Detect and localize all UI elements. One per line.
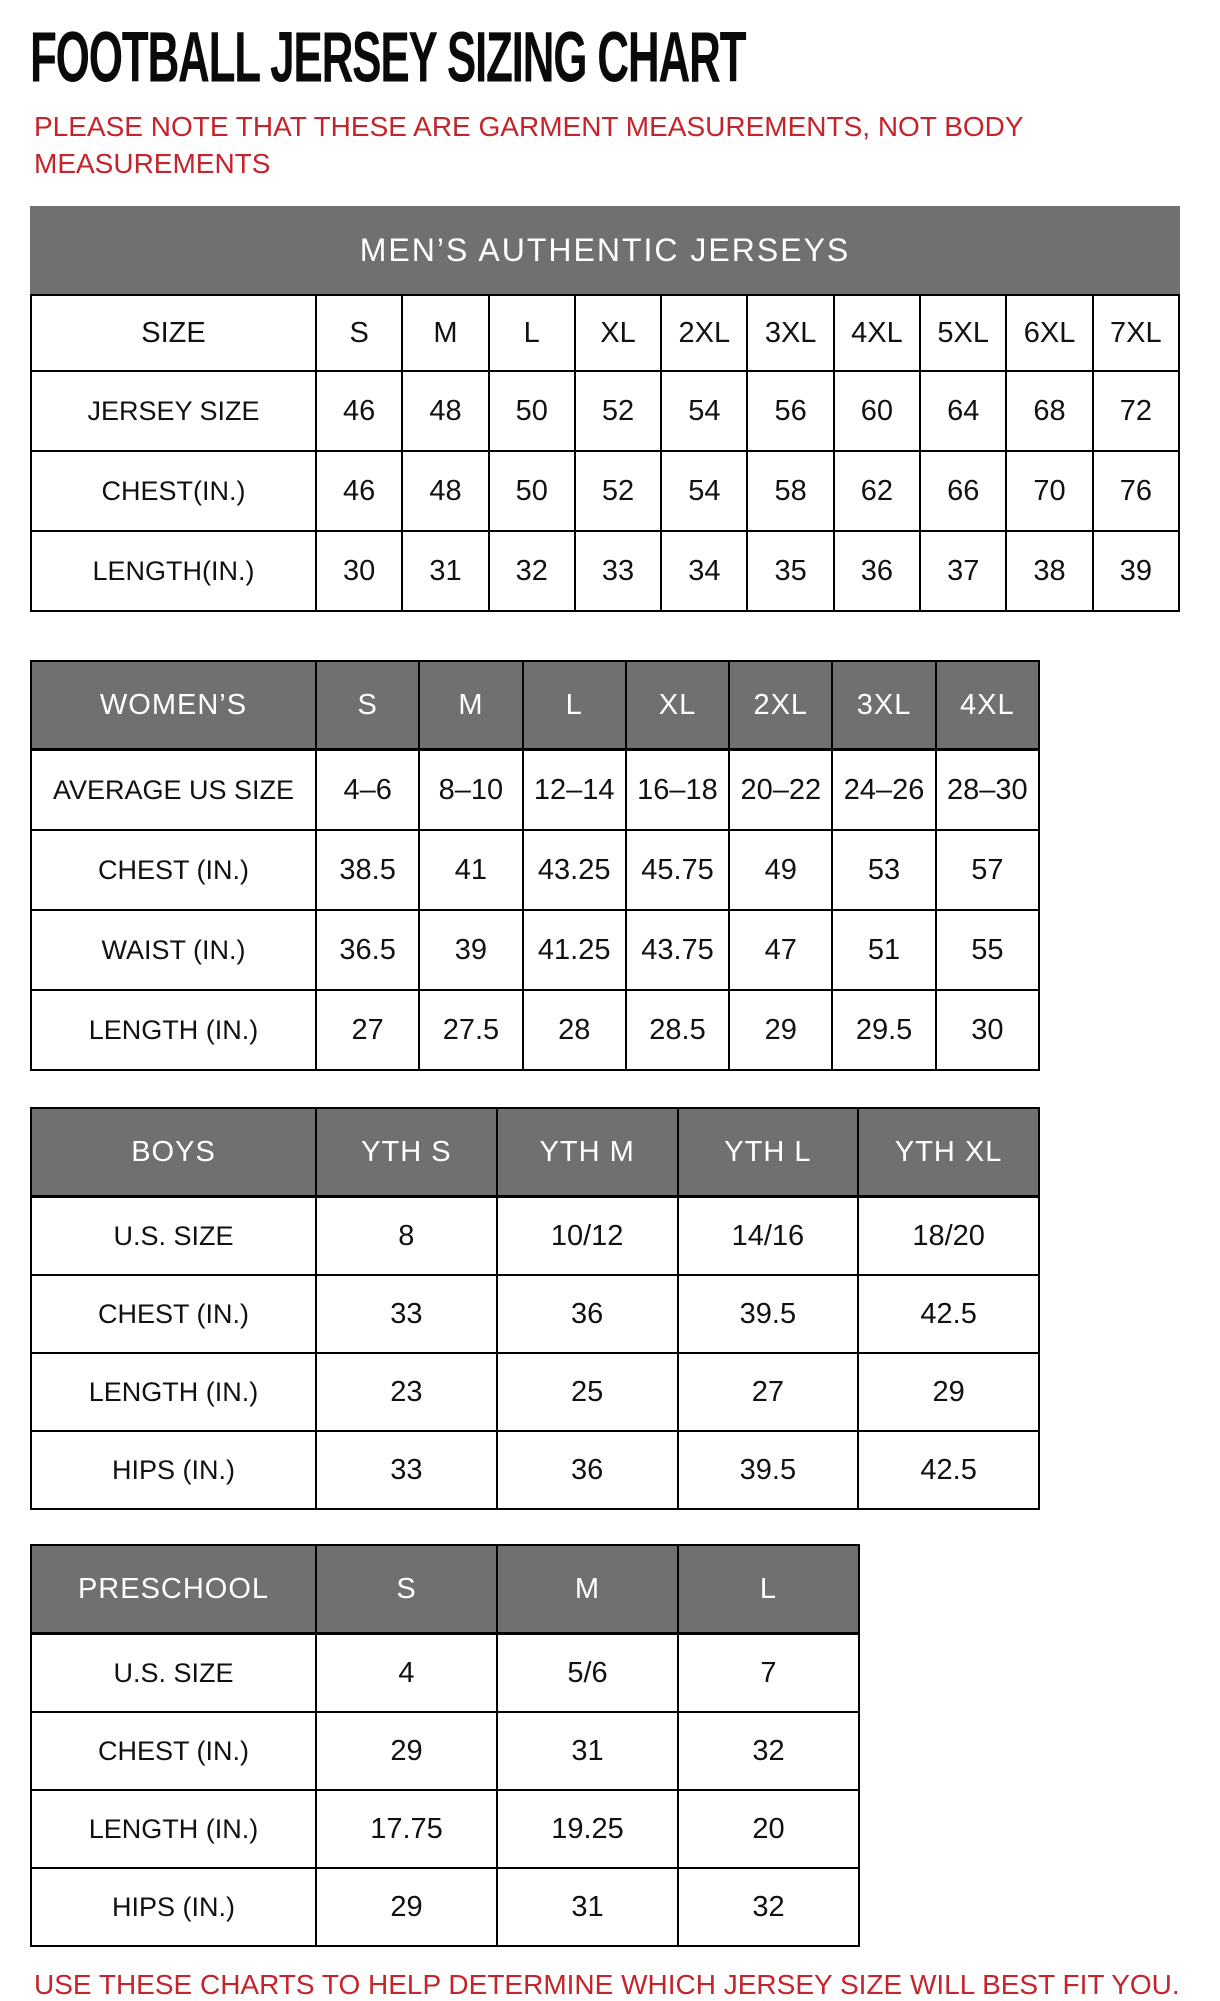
value-cell: 34 xyxy=(661,531,747,611)
value-cell: 20–22 xyxy=(729,750,832,831)
value-cell: 35 xyxy=(747,531,833,611)
value-cell: 33 xyxy=(316,1431,497,1509)
table-row xyxy=(31,1634,859,1713)
value-cell: 8–10 xyxy=(419,750,522,831)
value-cell: 29 xyxy=(729,990,832,1070)
value-cell: 20 xyxy=(678,1790,859,1868)
boys-sizing-table xyxy=(30,1107,1040,1510)
column-header-cell: 4XL xyxy=(834,295,920,371)
value-cell: 4 xyxy=(316,1634,497,1713)
table-row xyxy=(31,1712,859,1790)
value-cell: 60 xyxy=(834,371,920,451)
value-cell: 33 xyxy=(575,531,661,611)
value-cell: 32 xyxy=(489,531,575,611)
value-cell: 36 xyxy=(834,531,920,611)
value-cell: 19.25 xyxy=(497,1790,678,1868)
column-header-cell: YTH S xyxy=(316,1108,497,1197)
value-cell: 39.5 xyxy=(678,1431,859,1509)
column-header-cell: 2XL xyxy=(661,295,747,371)
value-cell: 36 xyxy=(497,1275,678,1353)
value-cell: 43.25 xyxy=(523,830,626,910)
row-label-cell: U.S. SIZE xyxy=(31,1197,316,1276)
header-row xyxy=(31,661,1039,750)
value-cell: 4–6 xyxy=(316,750,419,831)
row-label-cell: HIPS (IN.) xyxy=(31,1431,316,1509)
value-cell: 68 xyxy=(1006,371,1092,451)
column-header-cell: 3XL xyxy=(832,661,935,750)
value-cell: 52 xyxy=(575,451,661,531)
value-cell: 42.5 xyxy=(858,1275,1039,1353)
table-row xyxy=(31,1197,1039,1276)
header-row xyxy=(31,1108,1039,1197)
value-cell: 25 xyxy=(497,1353,678,1431)
fit-advice-note: USE THESE CHARTS TO HELP DETERMINE WHICH JERSEY SIZE WILL BEST FIT YOU. xyxy=(34,1969,1180,2000)
value-cell: 28 xyxy=(523,990,626,1070)
value-cell: 30 xyxy=(316,531,402,611)
column-header-cell: 6XL xyxy=(1006,295,1092,371)
womens-sizing-table xyxy=(30,660,1040,1071)
column-header-cell: S xyxy=(316,295,402,371)
value-cell: 36 xyxy=(497,1431,678,1509)
row-label-cell: HIPS (IN.) xyxy=(31,1868,316,1946)
boys-section xyxy=(30,1107,1190,1510)
value-cell: 39 xyxy=(1093,531,1179,611)
value-cell: 43.75 xyxy=(626,910,729,990)
value-cell: 39.5 xyxy=(678,1275,859,1353)
value-cell: 41.25 xyxy=(523,910,626,990)
mens-sizing-table xyxy=(30,294,1180,612)
value-cell: 54 xyxy=(661,371,747,451)
value-cell: 42.5 xyxy=(858,1431,1039,1509)
row-label-cell: WAIST (IN.) xyxy=(31,910,316,990)
value-cell: 30 xyxy=(936,990,1039,1070)
value-cell: 48 xyxy=(402,371,488,451)
column-header-cell: YTH L xyxy=(678,1108,859,1197)
value-cell: 31 xyxy=(497,1868,678,1946)
value-cell: 50 xyxy=(489,451,575,531)
row-label-cell: CHEST (IN.) xyxy=(31,830,316,910)
table-title-cell: WOMEN’S xyxy=(31,661,316,750)
table-row xyxy=(31,451,1179,531)
value-cell: 27 xyxy=(678,1353,859,1431)
value-cell: 64 xyxy=(920,371,1006,451)
value-cell: 46 xyxy=(316,451,402,531)
column-header-cell: 4XL xyxy=(936,661,1039,750)
row-label-cell: JERSEY SIZE xyxy=(31,371,316,451)
mens-table-banner: MEN’S AUTHENTIC JERSEYS xyxy=(30,206,1180,294)
value-cell: 24–26 xyxy=(832,750,935,831)
header-row xyxy=(31,295,1179,371)
value-cell: 33 xyxy=(316,1275,497,1353)
value-cell: 29 xyxy=(316,1868,497,1946)
table-title-cell: BOYS xyxy=(31,1108,316,1197)
value-cell: 12–14 xyxy=(523,750,626,831)
value-cell: 32 xyxy=(678,1868,859,1946)
row-label-cell: LENGTH (IN.) xyxy=(31,1790,316,1868)
table-row xyxy=(31,371,1179,451)
preschool-sizing-table xyxy=(30,1544,860,1947)
column-header-cell: 3XL xyxy=(747,295,833,371)
row-label-cell: LENGTH (IN.) xyxy=(31,990,316,1070)
column-header-cell: YTH XL xyxy=(858,1108,1039,1197)
table-row xyxy=(31,1868,859,1946)
table-title-cell: SIZE xyxy=(31,295,316,371)
value-cell: 46 xyxy=(316,371,402,451)
value-cell: 27.5 xyxy=(419,990,522,1070)
table-row xyxy=(31,531,1179,611)
column-header-cell: 7XL xyxy=(1093,295,1179,371)
value-cell: 38.5 xyxy=(316,830,419,910)
value-cell: 58 xyxy=(747,451,833,531)
value-cell: 76 xyxy=(1093,451,1179,531)
column-header-cell: 2XL xyxy=(729,661,832,750)
row-label-cell: CHEST(IN.) xyxy=(31,451,316,531)
column-header-cell: 5XL xyxy=(920,295,1006,371)
column-header-cell: L xyxy=(523,661,626,750)
row-label-cell: U.S. SIZE xyxy=(31,1634,316,1713)
column-header-cell: M xyxy=(419,661,522,750)
value-cell: 53 xyxy=(832,830,935,910)
value-cell: 28–30 xyxy=(936,750,1039,831)
column-header-cell: S xyxy=(316,1545,497,1634)
value-cell: 41 xyxy=(419,830,522,910)
value-cell: 49 xyxy=(729,830,832,910)
column-header-cell: M xyxy=(402,295,488,371)
value-cell: 39 xyxy=(419,910,522,990)
value-cell: 56 xyxy=(747,371,833,451)
value-cell: 54 xyxy=(661,451,747,531)
table-row xyxy=(31,1431,1039,1509)
row-label-cell: LENGTH (IN.) xyxy=(31,1353,316,1431)
value-cell: 57 xyxy=(936,830,1039,910)
value-cell: 36.5 xyxy=(316,910,419,990)
value-cell: 7 xyxy=(678,1634,859,1713)
table-row xyxy=(31,1790,859,1868)
column-header-cell: YTH M xyxy=(497,1108,678,1197)
column-header-cell: L xyxy=(489,295,575,371)
value-cell: 47 xyxy=(729,910,832,990)
value-cell: 29 xyxy=(858,1353,1039,1431)
value-cell: 45.75 xyxy=(626,830,729,910)
value-cell: 66 xyxy=(920,451,1006,531)
table-row xyxy=(31,1353,1039,1431)
value-cell: 31 xyxy=(402,531,488,611)
value-cell: 72 xyxy=(1093,371,1179,451)
value-cell: 48 xyxy=(402,451,488,531)
value-cell: 27 xyxy=(316,990,419,1070)
value-cell: 32 xyxy=(678,1712,859,1790)
preschool-section xyxy=(30,1544,1190,1947)
value-cell: 29 xyxy=(316,1712,497,1790)
value-cell: 62 xyxy=(834,451,920,531)
column-header-cell: XL xyxy=(575,295,661,371)
column-header-cell: S xyxy=(316,661,419,750)
value-cell: 8 xyxy=(316,1197,497,1276)
row-label-cell: CHEST (IN.) xyxy=(31,1275,316,1353)
value-cell: 5/6 xyxy=(497,1634,678,1713)
column-header-cell: L xyxy=(678,1545,859,1634)
row-label-cell: CHEST (IN.) xyxy=(31,1712,316,1790)
value-cell: 18/20 xyxy=(858,1197,1039,1276)
table-row xyxy=(31,910,1039,990)
table-row xyxy=(31,830,1039,910)
garment-measurement-note: PLEASE NOTE THAT THESE ARE GARMENT MEASUREMENTS, NOT BODY MEASUREMENTS xyxy=(34,111,1024,179)
value-cell: 29.5 xyxy=(832,990,935,1070)
column-header-cell: XL xyxy=(626,661,729,750)
page-title: FOOTBALL JERSEY SIZING CHART xyxy=(30,17,746,97)
value-cell: 17.75 xyxy=(316,1790,497,1868)
table-row xyxy=(31,990,1039,1070)
row-label-cell: AVERAGE US SIZE xyxy=(31,750,316,831)
table-row xyxy=(31,750,1039,831)
value-cell: 28.5 xyxy=(626,990,729,1070)
header-row xyxy=(31,1545,859,1634)
value-cell: 10/12 xyxy=(497,1197,678,1276)
value-cell: 31 xyxy=(497,1712,678,1790)
value-cell: 38 xyxy=(1006,531,1092,611)
value-cell: 37 xyxy=(920,531,1006,611)
value-cell: 70 xyxy=(1006,451,1092,531)
column-header-cell: M xyxy=(497,1545,678,1634)
table-title-cell: PRESCHOOL xyxy=(31,1545,316,1634)
value-cell: 16–18 xyxy=(626,750,729,831)
value-cell: 14/16 xyxy=(678,1197,859,1276)
value-cell: 23 xyxy=(316,1353,497,1431)
value-cell: 55 xyxy=(936,910,1039,990)
table-row xyxy=(31,1275,1039,1353)
value-cell: 51 xyxy=(832,910,935,990)
row-label-cell: LENGTH(IN.) xyxy=(31,531,316,611)
value-cell: 52 xyxy=(575,371,661,451)
womens-section xyxy=(30,660,1190,1071)
value-cell: 50 xyxy=(489,371,575,451)
mens-section xyxy=(30,206,1190,612)
